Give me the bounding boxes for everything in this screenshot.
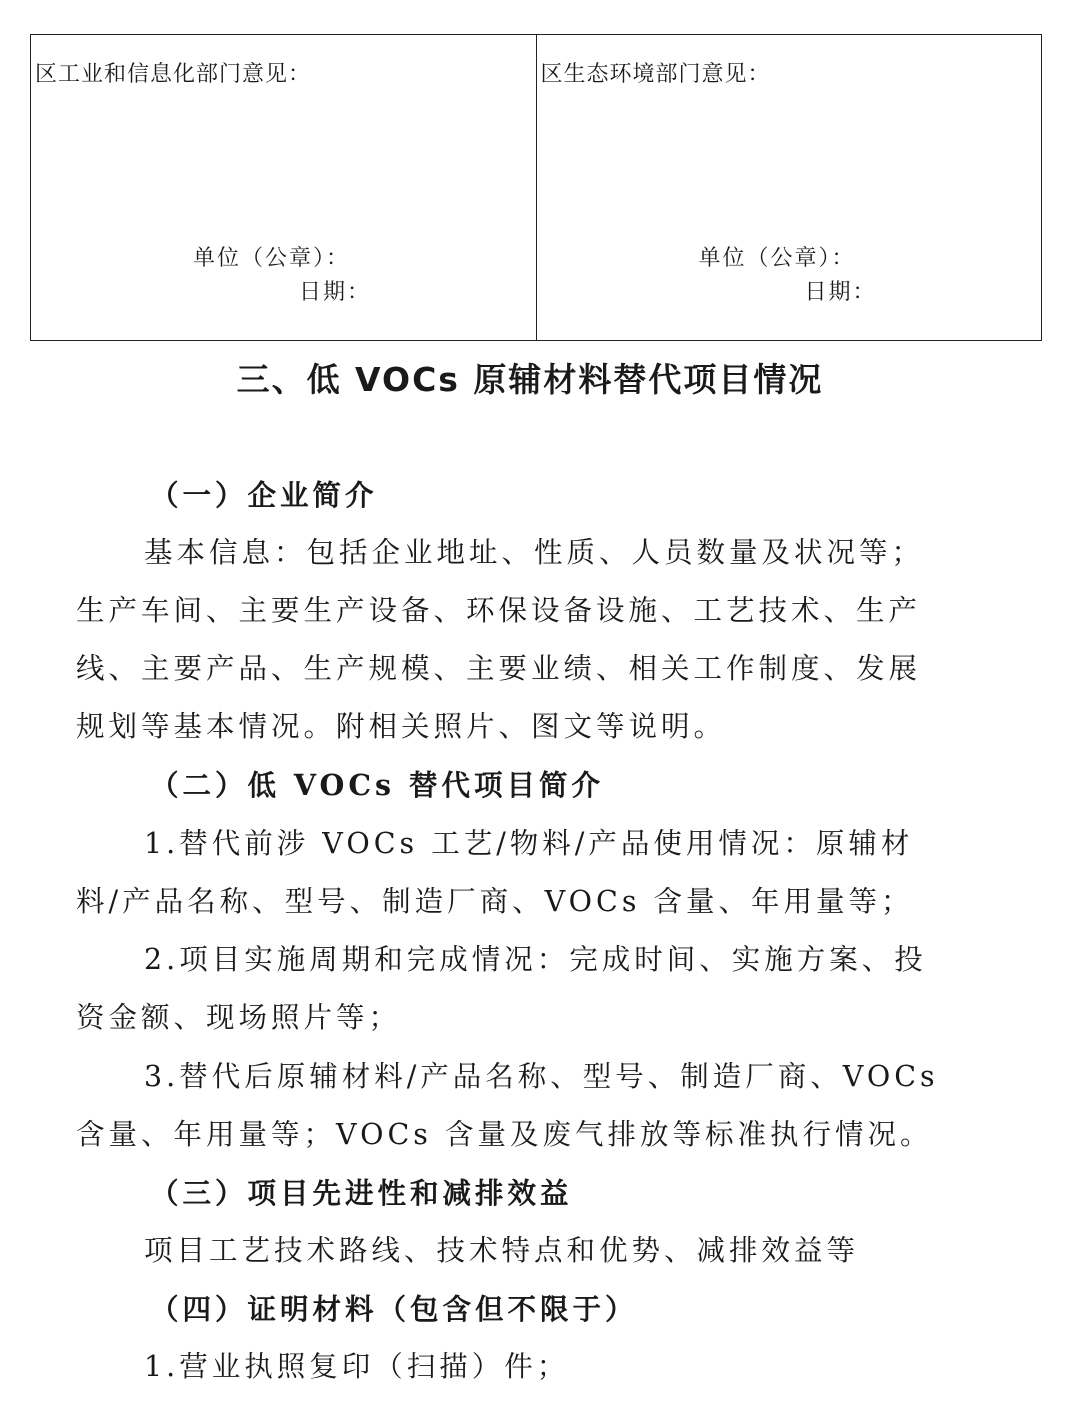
paragraph-implementation: 2.项目实施周期和完成情况：完成时间、实施方案、投资金额、现场照片等； — [76, 943, 927, 1034]
eco-env-dept-opinion-title: 区生态环境部门意见： — [540, 62, 771, 87]
eco-env-dept-opinion-cell — [536, 35, 1042, 340]
industry-dept-date-label: 日期： — [299, 280, 372, 305]
industry-dept-opinion-title: 区工业和信息化部门意见： — [35, 62, 312, 87]
eco-env-dept-date-label: 日期： — [804, 280, 877, 305]
section-title: 三、低 VOCs 原辅材料替代项目情况 — [236, 360, 824, 399]
paragraph-business-license: 1.营业执照复印（扫描）件； — [144, 1350, 570, 1383]
heading-proof-materials: （四）证明材料（包含但不限于） — [150, 1292, 638, 1326]
paragraph-after-replacement: 3.替代后原辅材料/产品名称、型号、制造厂商、VOCs 含量、年用量等；VOCs 含量及废气排放等标准执行情况。 — [76, 1060, 939, 1151]
paragraph-basic-info: 基本信息：包括企业地址、性质、人员数量及状况等；生产车间、主要生产设备、环保设备设施、工艺技术、生产线、主要产品、生产规模、主要业绩、相关工作制度、发展规划等基本情况。附相关照片、图文等说明。 — [76, 536, 925, 743]
eco-env-dept-seal-label: 单位（公章）： — [698, 246, 856, 271]
heading-advancement-benefits: （三）项目先进性和减排效益 — [150, 1176, 573, 1210]
industry-dept-seal-label: 单位（公章）： — [193, 246, 351, 271]
industry-dept-opinion-cell — [31, 35, 536, 340]
paragraph-tech-route: 项目工艺技术路线、技术特点和优势、减排效益等 — [144, 1234, 860, 1267]
heading-project-profile: （二）低 VOCs 替代项目简介 — [150, 768, 605, 802]
heading-company-profile: （一）企业简介 — [150, 478, 378, 512]
paragraph-before-replacement: 1.替代前涉 VOCs 工艺/物料/产品使用情况：原辅材料/产品名称、型号、制造厂商、VOCs 含量、年用量等； — [76, 827, 914, 918]
opinion-table — [30, 34, 1042, 341]
